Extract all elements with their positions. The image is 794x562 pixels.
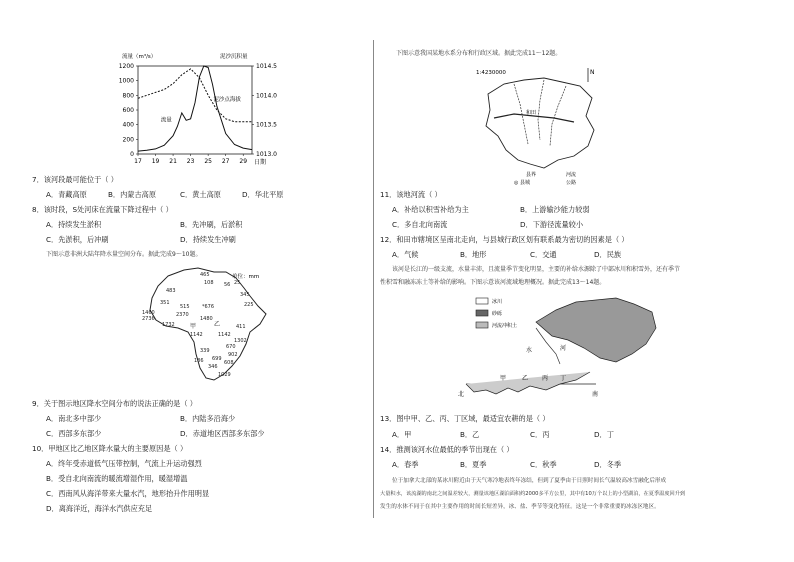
rain-670: 670 bbox=[226, 344, 236, 350]
q11-option-d[interactable]: D．下游径流量较小 bbox=[520, 220, 584, 229]
q13-stem: 13．图中甲、乙、丙、丁区域，最适宜农耕的是（ ） bbox=[380, 414, 550, 423]
q9-option-a[interactable]: A．南北多中部少 bbox=[46, 414, 102, 423]
passage-line1: 位于加拿大北部的某冰川附近由于天气寒冷地表终年冻结，但到了夏季由于日照时间长气温较高冰雪融化后形成 bbox=[392, 478, 667, 484]
legend-road: 公路 bbox=[566, 180, 577, 186]
q7-option-a[interactable]: A．青藏高原 bbox=[46, 190, 87, 199]
label-jia: 甲 bbox=[190, 323, 197, 330]
q14-option-a[interactable]: A．春季 bbox=[392, 460, 419, 469]
y-right-label: 泥沙沉积量 bbox=[220, 54, 248, 60]
map-unit: 单位：mm bbox=[232, 274, 260, 280]
hotan-map bbox=[474, 64, 606, 188]
y-left-tick-label: 0 bbox=[130, 151, 134, 158]
x-tick-label: 23 bbox=[186, 158, 195, 165]
q8-stem: 8．该时段，S处河床在流量下降过程中（ ） bbox=[32, 205, 173, 214]
river-basin-map bbox=[456, 292, 670, 402]
label-he: 河 bbox=[560, 345, 567, 352]
rain-346: 346 bbox=[208, 364, 218, 370]
y-left-tick-label: 1200 bbox=[118, 63, 134, 70]
plot-frame bbox=[138, 66, 252, 154]
rain-339: 339 bbox=[200, 348, 210, 354]
x-tick-label: 21 bbox=[169, 158, 177, 165]
y-left-tick-label: 1000 bbox=[118, 77, 134, 85]
q11-option-b[interactable]: B．上游输沙能力较弱 bbox=[520, 205, 590, 214]
q14-option-c[interactable]: C．秋季 bbox=[530, 460, 557, 469]
q11-option-c[interactable]: C．多自北向南流 bbox=[392, 220, 448, 229]
label-north: 北 bbox=[458, 391, 465, 398]
q8-option-c[interactable]: C．先淤积，后冲刷 bbox=[46, 235, 109, 244]
q9-option-d[interactable]: D．赤道地区西部多东部少 bbox=[180, 429, 265, 438]
q7-option-c[interactable]: C．黄土高原 bbox=[180, 190, 221, 199]
q11-option-a[interactable]: A．补给以积雪补给为主 bbox=[392, 205, 469, 214]
series-line-1 bbox=[138, 69, 252, 122]
map2-intro-line1: 该河是长江的一级支流，水量丰沛，且流量季节变化明显，主要的补给水源除了中部冰川和积雪外，还有季节 bbox=[392, 266, 681, 273]
q10-option-a[interactable]: A．终年受赤道低气压带控制，气流上升运动强烈 bbox=[46, 459, 202, 468]
label-yi: 乙 bbox=[214, 321, 221, 328]
column-divider bbox=[373, 40, 374, 518]
q7-option-d[interactable]: D．华北平原 bbox=[242, 190, 284, 199]
y-left-tick-label: 600 bbox=[122, 107, 134, 114]
q13-option-d[interactable]: D．丁 bbox=[594, 430, 614, 439]
river-2 bbox=[538, 80, 544, 140]
q9-option-b[interactable]: B．内陆多沿海少 bbox=[180, 414, 236, 423]
q14-option-d[interactable]: D．冬季 bbox=[594, 460, 622, 469]
rain-1732: 1732 bbox=[162, 322, 175, 328]
label-shui: 水 bbox=[526, 347, 533, 354]
y-right-tick-label: 1013.0 bbox=[256, 151, 277, 158]
legend-glacier: 冰川 bbox=[492, 299, 503, 305]
q14-option-b[interactable]: B．夏季 bbox=[460, 460, 487, 469]
africa-rainfall-map bbox=[140, 262, 274, 386]
rain-186: 186 bbox=[194, 358, 204, 364]
rain-1142b: 1142 bbox=[218, 332, 231, 338]
y-left-tick-label: 800 bbox=[122, 92, 134, 100]
label-south: 南 bbox=[592, 391, 599, 398]
q10-option-d[interactable]: D．离海洋近，海洋水汽供应充足 bbox=[46, 504, 153, 513]
africa-map-intro: 下图示意非洲大陆年降水量空间分布。据此完成9～10题。 bbox=[46, 251, 202, 258]
y-right-tick-label: 1013.5 bbox=[256, 121, 277, 129]
q10-stem: 10．甲地区比乙地区降水量大的主要原因是（ ） bbox=[32, 444, 188, 453]
x-tick-label: 19 bbox=[151, 158, 160, 165]
flow-chart bbox=[112, 48, 284, 172]
legend-county-line: 县界 bbox=[526, 172, 537, 178]
q9-stem: 9．关于图示地区降水空间分布的说法正确的是（ ） bbox=[32, 399, 197, 408]
annotation-flow: 流量 bbox=[160, 117, 172, 124]
q10-option-c[interactable]: C．西南风从海洋带来大量水汽，地形抬升作用明显 bbox=[46, 489, 210, 498]
passage-line2: 大量积水，该流湖的南北之间温差较大，测量该地区湖泊面积约2000多平方公里，其中有10万个以上的小型湖泊，在夏季温度回升到 bbox=[380, 491, 686, 497]
q12-option-a[interactable]: A．气候 bbox=[392, 250, 419, 259]
hotan-label: 和田 bbox=[526, 110, 537, 116]
q8-option-a[interactable]: A．持续发生淤积 bbox=[46, 220, 102, 229]
q9-option-c[interactable]: C．西部多东部少 bbox=[46, 429, 102, 438]
y-right-tick-label: 1014.5 bbox=[256, 63, 277, 70]
q13-option-b[interactable]: B．乙 bbox=[460, 430, 480, 439]
rain-608: 608 bbox=[224, 360, 234, 366]
rain-56: 56 bbox=[224, 282, 231, 288]
q14-stem: 14．推测该河水位最低的季节出现在（ ） bbox=[380, 445, 514, 454]
q12-option-c[interactable]: C．交通 bbox=[530, 250, 557, 259]
x-axis-label: 日期 bbox=[254, 159, 267, 166]
label-jia2: 甲 bbox=[500, 375, 507, 382]
x-tick-label: 17 bbox=[134, 158, 142, 165]
q13-option-c[interactable]: C．丙 bbox=[530, 430, 550, 439]
map1-scale: 1:4230000 bbox=[476, 70, 506, 76]
label-ding: 丁 bbox=[560, 375, 567, 382]
y-left-tick-label: 200 bbox=[122, 136, 134, 144]
map1-intro: 下图示意我国某地水系分布和行政区域。据此完成11～12题。 bbox=[396, 50, 562, 57]
rain-1142a: 1142 bbox=[190, 332, 203, 338]
rain-2370: 2370 bbox=[176, 312, 189, 318]
rain-1480: 1480 bbox=[200, 316, 213, 322]
rain-902: 902 bbox=[228, 352, 238, 358]
rain-515: 515 bbox=[180, 304, 190, 310]
rain-1029: 1029 bbox=[218, 372, 231, 378]
y-right-tick-label: 1014.0 bbox=[256, 92, 277, 100]
river-3 bbox=[550, 86, 566, 146]
map2-legend bbox=[476, 298, 517, 329]
q12-option-b[interactable]: B．地形 bbox=[460, 250, 487, 259]
passage-line3: 发生的水体不同于在其中主要作用的时间长短差异，冰、盐、季节等变化特征。这是一个非常重要的冰冻区地区。 bbox=[380, 504, 660, 510]
label-yi2: 乙 bbox=[522, 375, 529, 382]
region-outline bbox=[486, 78, 594, 168]
legend-gravel: 砂砾 bbox=[492, 311, 503, 317]
series-line-0 bbox=[138, 66, 252, 151]
x-tick-label: 27 bbox=[221, 158, 230, 165]
legend-county-seat: ◎ 县城 bbox=[514, 180, 530, 186]
q7-option-b[interactable]: B．内蒙古高原 bbox=[108, 190, 157, 199]
rain-108: 108 bbox=[204, 280, 214, 286]
q12-option-d[interactable]: D．民族 bbox=[594, 250, 622, 259]
q11-stem: 11．该地河流（ ） bbox=[380, 190, 442, 199]
rain-483: 483 bbox=[166, 288, 176, 294]
rain-345: 345 bbox=[240, 292, 250, 298]
x-tick-label: 29 bbox=[239, 158, 248, 165]
rain-351: 351 bbox=[160, 300, 170, 306]
q12-stem: 12．和田市辖境区呈南北走向，与县城行政区划有联系最为密切的因素是（ ） bbox=[380, 235, 629, 244]
q8-option-b[interactable]: B．先冲刷，后淤积 bbox=[180, 220, 243, 229]
rain-2736: 2736 bbox=[142, 316, 155, 322]
y-left-label: 流量（m³/s） bbox=[122, 54, 157, 60]
x-tick-label: 25 bbox=[204, 158, 212, 165]
q10-option-b[interactable]: B．受自北向南流的暖流增湿作用，暖湿增温 bbox=[46, 474, 188, 483]
rain-699: 699 bbox=[212, 356, 222, 362]
rain-411: 411 bbox=[236, 324, 246, 330]
rain-25: 25 bbox=[234, 280, 241, 286]
y-left-tick-label: 400 bbox=[122, 121, 134, 129]
rain-1302: 1302 bbox=[234, 338, 247, 344]
annotation-sediment: 泥沙点海拔 bbox=[213, 97, 241, 104]
rain-1460: 1460 bbox=[142, 310, 155, 316]
q13-option-a[interactable]: A．甲 bbox=[392, 430, 412, 439]
rain-465: 465 bbox=[200, 272, 210, 278]
rain-225: 225 bbox=[244, 302, 254, 308]
q7-stem: 7．该河段最可能位于（ ） bbox=[32, 175, 118, 184]
mountain-range bbox=[536, 298, 656, 362]
legend-river: 河流 bbox=[566, 172, 577, 178]
label-bing: 丙 bbox=[542, 375, 549, 382]
legend-alluvium: 河流冲积土 bbox=[492, 323, 518, 329]
map2-intro-line2: 性积雪和融冻冻土等补给的影响。下图示意该河流域地理概况。据此完成13～14题。 bbox=[380, 279, 606, 286]
rain-676: *676 bbox=[202, 304, 215, 310]
north-arrow: N bbox=[590, 69, 595, 76]
q8-option-d[interactable]: D．持续发生冲刷 bbox=[180, 235, 236, 244]
